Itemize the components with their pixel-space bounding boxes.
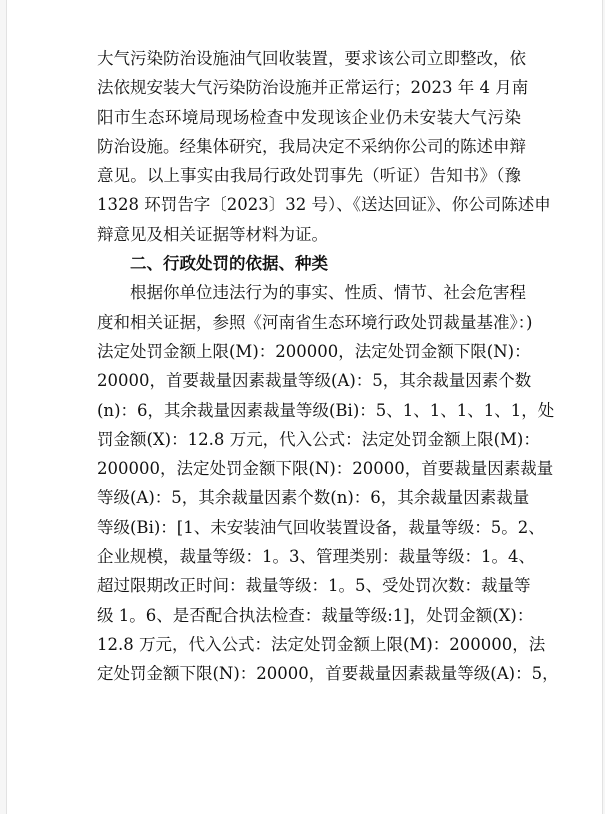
text-line: 级 1。6、是否配合执法检查：裁量等级:1]，处罚金额(X)：: [97, 605, 534, 625]
document-page: [6, 0, 603, 814]
text-line: 辩意见及相关证据等材料为证。: [97, 224, 328, 244]
document-body: [97, 44, 559, 689]
text-line: 阳市生态环境局现场检查中发现该企业仍未安装大气污染: [97, 107, 521, 127]
text-line: 意见。以上事实由我局行政处罚事先（听证）告知书》（豫: [97, 166, 521, 186]
text-line: 度和相关证据，参照《河南省生态环境行政处罚裁量基准》：): [97, 312, 533, 332]
text-line: 防治设施。经集体研究，我局决定不采纳你公司的陈述申辩: [97, 136, 526, 156]
text-line: 等级(Bi)：[1、未安装油气回收装置设备，裁量等级：5。2、: [97, 517, 545, 537]
text-line: 法定处罚金额上限(M)：200000，法定处罚金额下限(N)：: [97, 341, 531, 361]
text-line: 超过限期改正时间：裁量等级：1。5、受处罚次数：裁量等: [97, 576, 531, 596]
paragraph-penalty-basis: [97, 278, 559, 688]
text-line: 企业规模，裁量等级：1。3、管理类别：裁量等级：1。4、: [97, 547, 535, 567]
section-heading: 二、行政处罚的依据、种类: [130, 254, 328, 274]
text-line: 根据你单位违法行为的事实、性质、情节、社会危害程: [130, 283, 526, 303]
text-line: 1328 环罚告字〔2023〕32 号）、《送达回证》、你公司陈述申: [97, 195, 551, 215]
text-line: 罚金额(X)：12.8 万元，代入公式：法定处罚金额上限(M)：: [97, 429, 540, 449]
text-line: (n)：6，其余裁量因素裁量等级(Bi)：5、1、1、1、1、1，处: [97, 400, 555, 420]
text-line: 等级(A)：5，其余裁量因素个数(n)：6，其余裁量因素裁量: [97, 488, 530, 508]
text-line: 20000，首要裁量因素裁量等级(A)：5，其余裁量因素个数: [97, 371, 532, 391]
text-line: 大气污染防治设施油气回收装置，要求该公司立即整改，依: [97, 49, 526, 68]
text-line: 定处罚金额下限(N)：20000，首要裁量因素裁量等级(A)：5，: [97, 664, 559, 684]
text-line: 12.8 万元，代入公式：法定处罚金额上限(M)：200000，法: [97, 634, 546, 654]
text-line: 法依规安装大气污染防治设施并正常运行；2023 年 4 月南: [97, 78, 529, 98]
text-line: 200000，法定处罚金额下限(N)：20000，首要裁量因素裁量: [97, 459, 554, 479]
paragraph-facts: [97, 44, 551, 249]
